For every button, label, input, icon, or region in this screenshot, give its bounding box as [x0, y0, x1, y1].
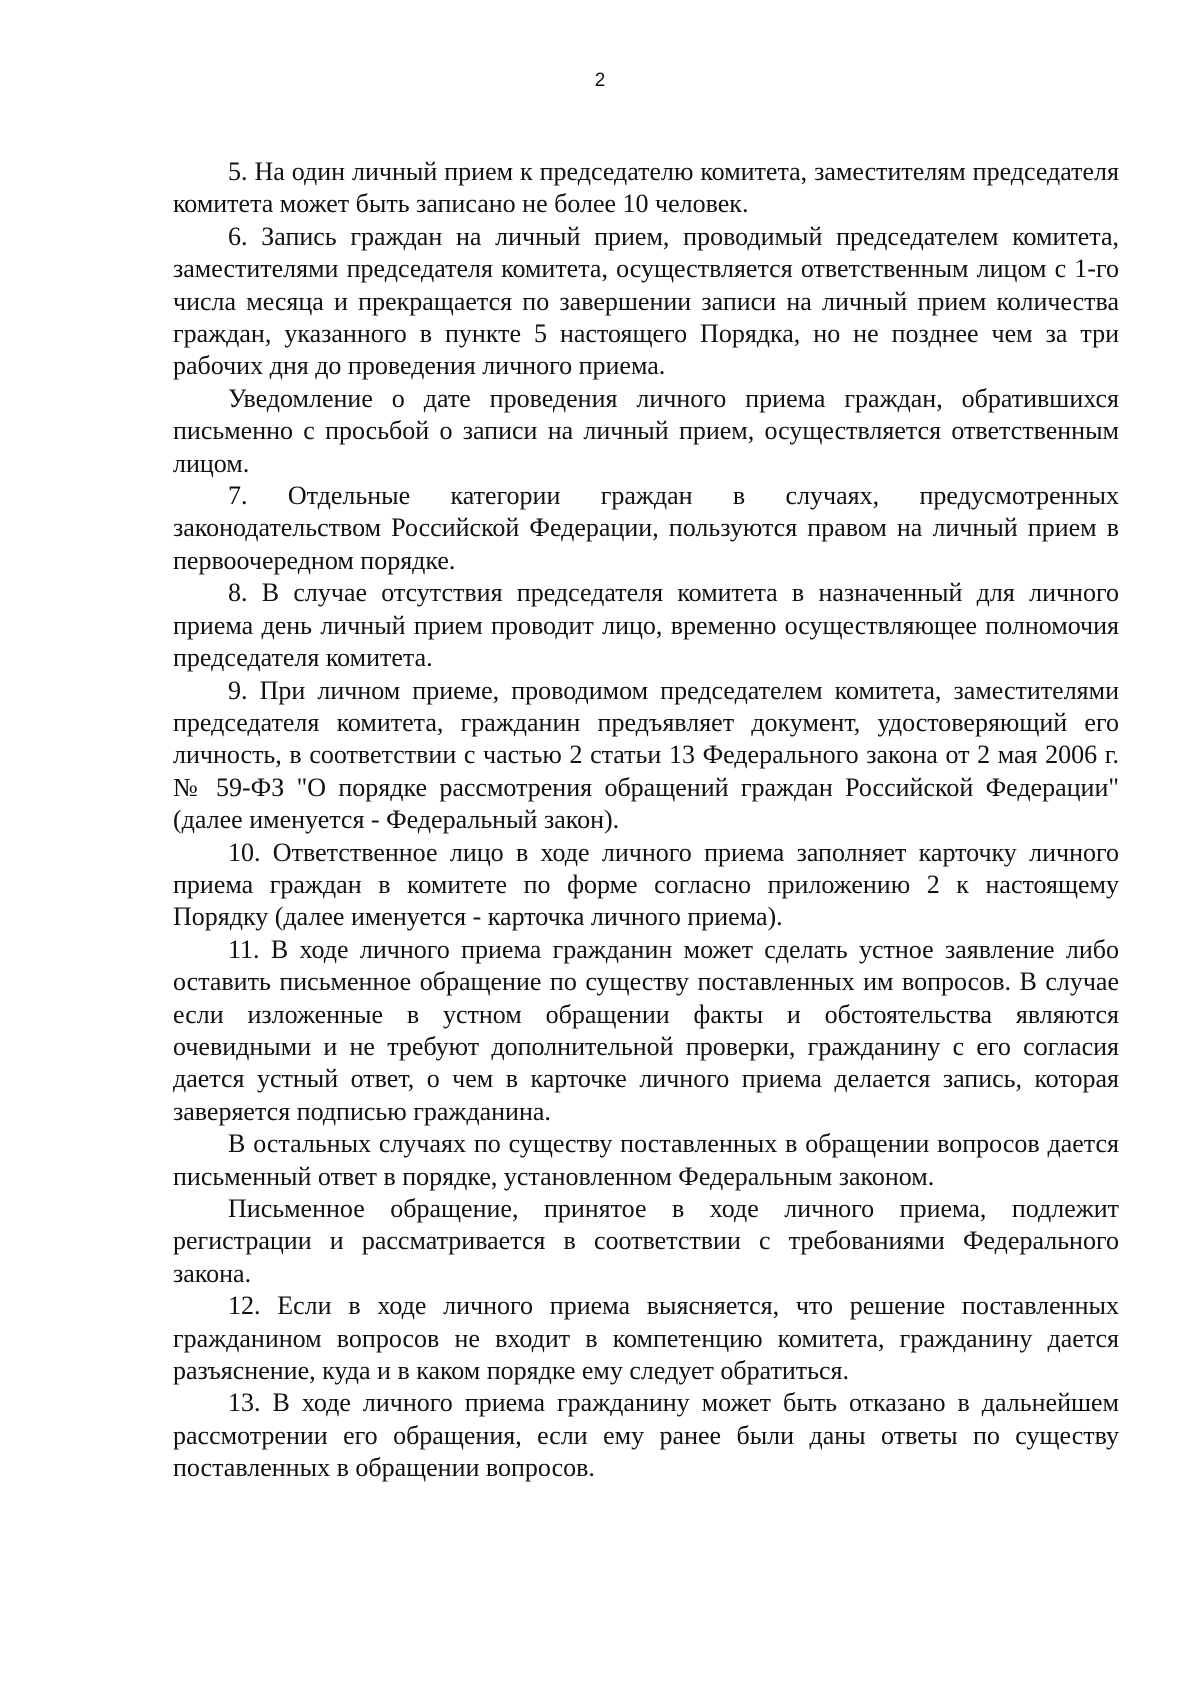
paragraph-item-8: 8. В случае отсутствия председателя комитета в назначенный для личного приема день личный прием проводит лицо, временно осуществляющее полномочия председателя комитета.: [173, 578, 1119, 673]
paragraph-written-answer: В остальных случаях по существу поставленных в обращении вопросов дается письменный ответ в порядке, установленном Федеральным законом.: [173, 1129, 1119, 1191]
paragraph-notification: Уведомление о дате проведения личного приема граждан, обратившихся письменно с просьбой о записи на личный прием, осуществляется ответственным лицом.: [173, 383, 1119, 478]
document-body: [173, 156, 1119, 1485]
paragraph-item-5: 5. На один личный прием к председателю комитета, заместителям председателя комитета может быть записано не более 10 человек.: [173, 157, 1119, 219]
paragraph-item-11: 11. В ходе личного приема гражданин может сделать устное заявление либо оставить письменное обращение по существу поставленных им вопросов. В случае если изложенные в устном обращении факты и обстоятельства являются очевидными и не требуют дополнительной проверки, гражданину с его согласия дается устный ответ, о чем в карточке личного приема делается запись, которая заверяется подписью гражданина.: [173, 934, 1119, 1126]
page-number: 2: [594, 70, 606, 91]
paragraph-item-9: 9. При личном приеме, проводимом председателем комитета, заместителями председателя комитета, гражданин предъявляет документ, удостоверяющий его личность, в соответствии с частью 2 статьи 13 Федерального закона от 2 мая 2006 г. № 59-ФЗ "О порядке рассмотрения обращений граждан Российской Федерации" (далее именуется - Федеральный закон).: [173, 675, 1119, 835]
paragraph-item-12: 12. Если в ходе личного приема выясняется, что решение поставленных гражданином вопросов не входит в компетенцию комитета, гражданину дается разъяснение, куда и в каком порядке ему следует обратиться.: [173, 1291, 1119, 1386]
paragraph-item-6: 6. Запись граждан на личный прием, проводимый председателем комитета, заместителями председателя комитета, осуществляется ответственным лицом с 1-го числа месяца и прекращается по завершении записи на личный прием количества граждан, указанного в пункте 5 настоящего Порядка, но не позднее чем за три рабочих дня до проведения личного приема.: [173, 221, 1119, 381]
paragraph-item-10: 10. Ответственное лицо в ходе личного приема заполняет карточку личного приема граждан в комитете по форме согласно приложению 2 к настоящему Порядку (далее именуется - карточка личного приема).: [173, 837, 1119, 932]
paragraph-item-7: 7. Отдельные категории граждан в случаях, предусмотренных законодательством Российской Федерации, пользуются правом на личный прием в первоочередном порядке.: [173, 481, 1119, 575]
paragraph-item-13: 13. В ходе личного приема гражданину может быть отказано в дальнейшем рассмотрении его обращения, если ему ранее были даны ответы по существу поставленных в обращении вопросов.: [173, 1388, 1119, 1483]
paragraph-written-appeal: Письменное обращение, принятое в ходе личного приема, подлежит регистрации и рассматривается в соответствии с требованиями Федерального закона.: [173, 1194, 1119, 1288]
